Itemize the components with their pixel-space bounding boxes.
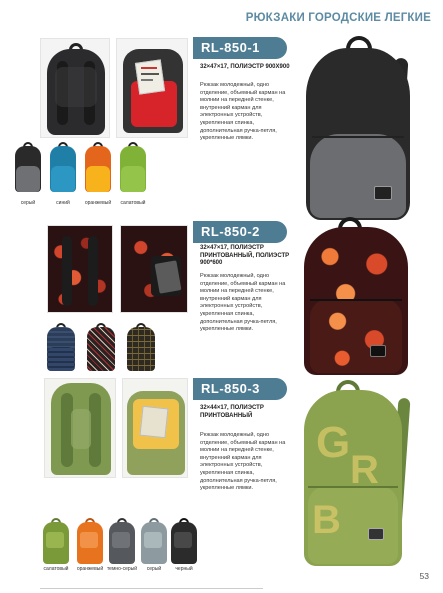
page-header-title: РЮКЗАКИ ГОРОДСКИЕ ЛЕГКИЕ	[245, 12, 431, 24]
swatch-backpack-image	[49, 142, 77, 194]
swatch-backpack-image	[126, 323, 156, 371]
color-swatch[interactable]	[49, 142, 77, 206]
print-letters-decoration: G	[316, 418, 349, 467]
color-swatch[interactable]	[76, 518, 104, 572]
color-swatch[interactable]	[46, 323, 76, 371]
page-number: 53	[419, 571, 429, 581]
product-specs: 32×44×17, ПОЛИЭСТР ПРИНТОВАННЫЙ	[200, 405, 264, 419]
color-swatch[interactable]	[170, 518, 198, 572]
swatch-label: салатовый	[43, 566, 69, 572]
color-swatch[interactable]	[126, 323, 156, 371]
product-description: Рюкзак молодежный, одно отделение, объемный карман на молнии на передней стенке, внутренний карман для электронных устройств, укрепленная спинка, дополнительная ручка-петля, укрепленные лямки.	[200, 273, 286, 333]
swatch-label: оранжевый	[76, 566, 104, 572]
backpack-open-photo	[120, 225, 188, 313]
swatch-backpack-image	[14, 142, 42, 194]
swatch-backpack-image	[108, 518, 136, 564]
color-swatch[interactable]	[42, 518, 70, 572]
backpack-main-photo	[298, 215, 423, 375]
footer-divider	[40, 588, 263, 589]
product-specs: 32×47×17, ПОЛИЭСТР 900Х900	[200, 64, 290, 70]
backpack-back-photo	[44, 378, 116, 478]
backpack-back-photo	[40, 38, 110, 138]
swatch-label: серый	[20, 200, 36, 206]
backpack-main-photo	[298, 378, 423, 578]
model-badge: RL-850-3	[193, 378, 287, 400]
swatch-backpack-image	[46, 323, 76, 371]
product-description: Рюкзак молодежный, одно отделение, объемный карман на молнии на передней стенке, внутренний карман для электронных устройств, укрепленная спинка, дополнительная ручка-петля, укрепленные лямки.	[200, 432, 286, 492]
swatch-label: салатовый	[120, 200, 146, 206]
swatch-backpack-image	[119, 142, 147, 194]
backpack-open-photo	[122, 378, 188, 478]
swatch-label: черный	[175, 566, 193, 572]
product-description: Рюкзак молодежный, одно отделение, объемный карман на молнии на передней стенке, внутренний карман для электронных устройств, укрепленная спинка, дополнительная ручка-петля, укрепленные лямки.	[200, 82, 286, 142]
color-swatch[interactable]	[106, 518, 138, 572]
color-swatch[interactable]	[119, 142, 147, 206]
swatch-backpack-image	[84, 142, 112, 194]
backpack-main-photo	[298, 34, 423, 234]
color-swatch[interactable]	[140, 518, 168, 572]
color-swatch[interactable]	[14, 142, 42, 206]
swatch-backpack-image	[86, 323, 116, 371]
swatch-backpack-image	[170, 518, 198, 564]
swatch-backpack-image	[140, 518, 168, 564]
model-badge: RL-850-1	[193, 37, 287, 59]
swatch-backpack-image	[76, 518, 104, 564]
product-section-rl-850-1	[0, 34, 443, 232]
swatch-backpack-image	[42, 518, 70, 564]
print-letters-decoration: B	[312, 498, 341, 542]
swatch-label: оранжевый	[84, 200, 112, 206]
model-badge: RL-850-2	[193, 221, 287, 243]
backpack-back-photo	[47, 225, 113, 313]
swatch-label: синий	[56, 200, 70, 206]
backpack-open-photo	[116, 38, 188, 138]
swatch-label: серый	[146, 566, 162, 572]
color-swatch[interactable]	[86, 323, 116, 371]
product-section-rl-850-2	[0, 215, 443, 380]
product-specs: 32×47×17, ПОЛИЭСТР ПРИНТОВАННЫЙ, ПОЛИЭСТР 900*600	[200, 245, 290, 266]
swatch-label: темно-серый	[106, 566, 138, 572]
print-letters-decoration: R	[350, 448, 379, 492]
color-swatch[interactable]	[84, 142, 112, 206]
product-section-rl-850-3	[0, 378, 443, 583]
